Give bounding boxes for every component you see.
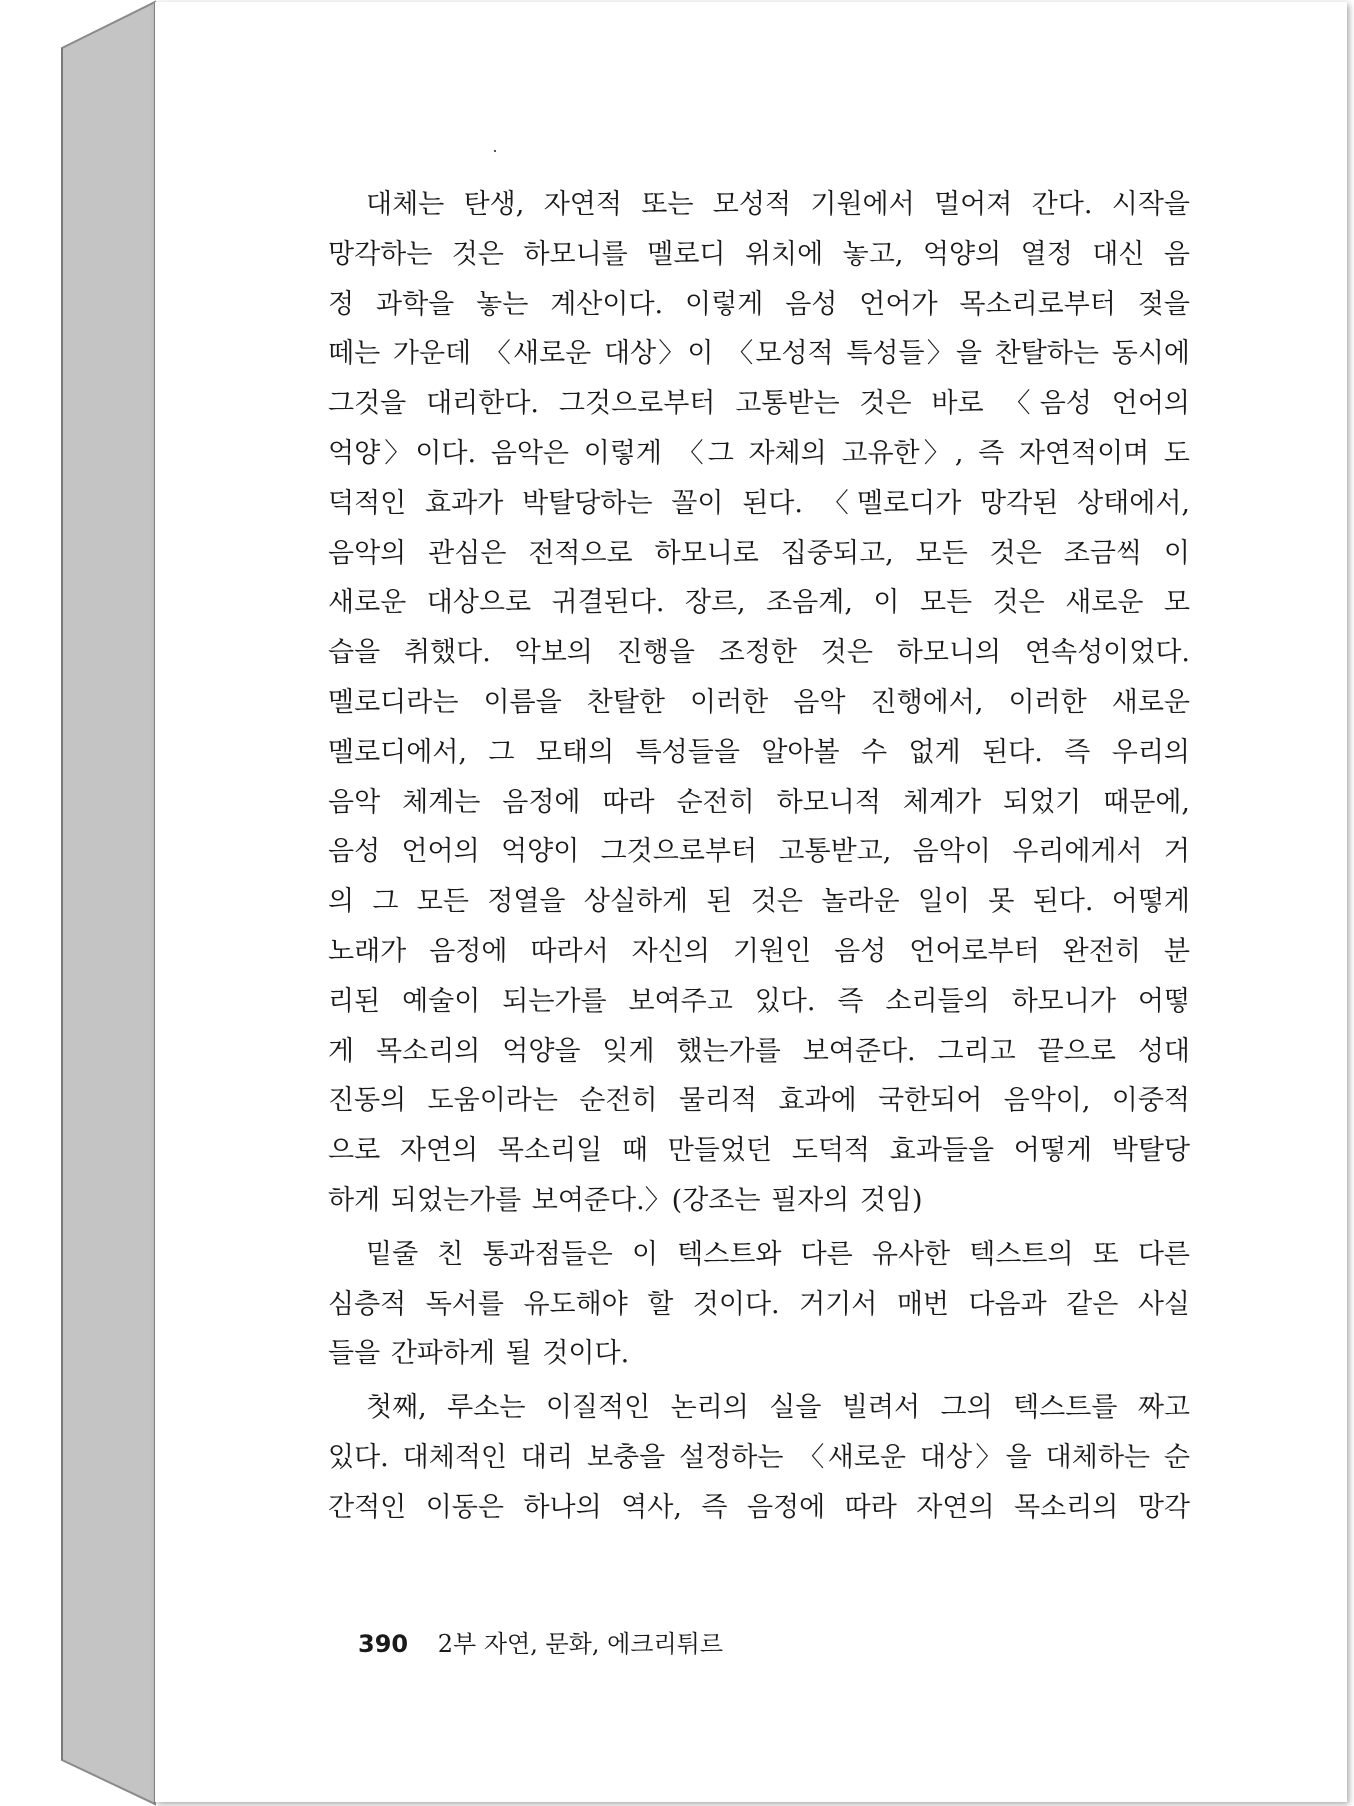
text-line: 망각하는 것은 하모니를 멜로디 위치에 놓고, 억양의 열정 대신 음: [328, 238, 1190, 270]
text-line: 있다. 대체적인 대리 보충을 설정하는 〈새로운 대상〉을 대체하는 순: [328, 1441, 1190, 1473]
text-line: 덕적인 효과가 박탈당하는 꼴이 된다. 〈멜로디가 망각된 상태에서,: [328, 487, 1190, 519]
text-line: 첫째, 루소는 이질적인 논리의 실을 빌려서 그의 텍스트를 짜고: [366, 1392, 1190, 1424]
text-line: 심층적 독서를 유도해야 할 것이다. 거기서 매번 다음과 같은 사실: [328, 1288, 1190, 1320]
text-line: 의 그 모든 정열을 상실하게 된 것은 놀라운 일이 못 된다. 어떻게: [328, 886, 1190, 918]
text-line: 음악 체계는 음정에 따라 순전히 하모니적 체계가 되었기 때문에,: [328, 786, 1190, 818]
text-line: 멜로디에서, 그 모태의 특성들을 알아볼 수 없게 된다. 즉 우리의: [328, 736, 1190, 768]
text-line: 으로 자연의 목소리일 때 만들었던 도덕적 효과들을 어떻게 박탈당: [328, 1135, 1190, 1167]
text-line: 떼는 가운데 〈새로운 대상〉이 〈모성적 특성들〉을 찬탈하는 동시에: [328, 338, 1190, 370]
page-body-text: [328, 180, 1190, 1533]
text-line: 리된 예술이 되는가를 보여주고 있다. 즉 소리들의 하모니가 어떻: [328, 985, 1190, 1017]
running-title: 2부 자연, 문화, 에크리튀르: [437, 1630, 724, 1658]
text-line: 음악의 관심은 전적으로 하모니로 집중되고, 모든 것은 조금씩 이: [328, 537, 1190, 569]
text-line: 게 목소리의 억양을 잊게 했는가를 보여준다. 그리고 끝으로 성대: [328, 1035, 1190, 1067]
page-number: 390: [358, 1630, 409, 1658]
text-line: 하게 되었는가를 보여준다.〉(강조는 필자의 것임): [328, 1184, 923, 1216]
text-line: 대체는 탄생, 자연적 또는 모성적 기원에서 멀어져 간다. 시작을: [366, 189, 1190, 220]
page-footer: [358, 1624, 723, 1659]
text-line: 진동의 도움이라는 순전히 물리적 효과에 국한되어 음악이, 이중적: [328, 1085, 1190, 1117]
text-line: 노래가 음정에 따라서 자신의 기원인 음성 언어로부터 완전히 분: [328, 935, 1190, 967]
text-line: 들을 간파하게 될 것이다.: [328, 1338, 630, 1370]
book-spine-side: [0, 0, 160, 1806]
text-line: 음성 언어의 억양이 그것으로부터 고통받고, 음악이 우리에게서 거: [328, 836, 1190, 868]
paragraph: [328, 1230, 1190, 1379]
paragraph: [328, 180, 1190, 1226]
text-line: 간적인 이동은 하나의 역사, 즉 음정에 따라 자연의 목소리의 망각: [328, 1491, 1190, 1523]
text-line: 새로운 대상으로 귀결된다. 장르, 조음계, 이 모든 것은 새로운 모: [328, 587, 1190, 619]
text-line: 억양〉이다. 음악은 이렇게 〈그 자체의 고유한〉, 즉 자연적이며 도: [328, 437, 1190, 469]
text-line: 정 과학을 놓는 계산이다. 이렇게 음성 언어가 목소리로부터 젖을: [328, 288, 1190, 320]
text-line: 그것을 대리한다. 그것으로부터 고통받는 것은 바로 〈음성 언어의: [328, 388, 1190, 420]
scan-speck: [494, 150, 496, 152]
text-line: 밑줄 친 통과점들은 이 텍스트와 다른 유사한 텍스트의 또 다른: [366, 1238, 1190, 1270]
text-line: 습을 취했다. 악보의 진행을 조정한 것은 하모니의 연속성이었다.: [328, 637, 1190, 669]
paragraph: [328, 1383, 1190, 1532]
text-line: 멜로디라는 이름을 찬탈한 이러한 음악 진행에서, 이러한 새로운: [328, 686, 1190, 718]
